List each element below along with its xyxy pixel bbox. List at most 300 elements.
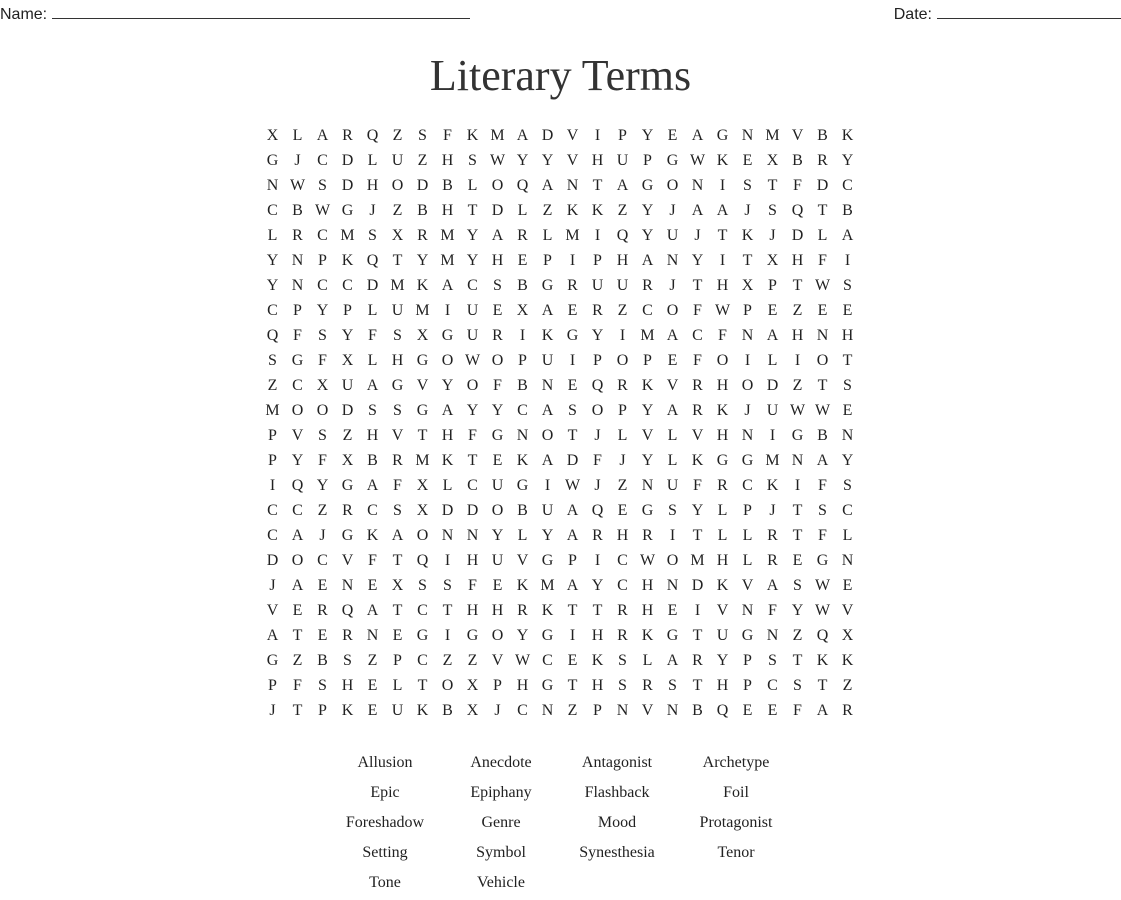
grid-letter[interactable]: R	[392, 452, 403, 469]
grid-letter[interactable]: K	[741, 227, 754, 244]
grid-letter[interactable]: H	[641, 577, 654, 594]
grid-letter[interactable]: T	[567, 602, 578, 619]
grid-letter[interactable]: J	[769, 227, 776, 244]
grid-letter[interactable]: Y	[591, 327, 604, 344]
grid-letter[interactable]: H	[466, 602, 479, 619]
grid-letter[interactable]: D	[816, 177, 829, 194]
grid-letter[interactable]: Y	[291, 452, 304, 469]
grid-letter[interactable]: P	[493, 677, 502, 694]
grid-letter[interactable]: H	[366, 427, 379, 444]
grid-letter[interactable]: K	[641, 627, 654, 644]
grid-letter[interactable]: G	[416, 627, 429, 644]
grid-letter[interactable]: K	[416, 702, 429, 719]
grid-letter[interactable]: T	[567, 427, 578, 444]
grid-letter[interactable]: X	[841, 627, 854, 644]
grid-letter[interactable]: X	[466, 677, 479, 694]
grid-letter[interactable]: N	[266, 177, 279, 194]
grid-letter[interactable]: O	[541, 427, 554, 444]
grid-letter[interactable]: R	[517, 227, 528, 244]
grid-letter[interactable]: L	[367, 352, 378, 369]
grid-letter[interactable]: N	[291, 277, 304, 294]
grid-letter[interactable]: A	[291, 527, 304, 544]
grid-letter[interactable]: W	[289, 177, 306, 194]
grid-letter[interactable]: J	[744, 202, 751, 219]
grid-letter[interactable]: F	[793, 702, 802, 719]
grid-letter[interactable]: K	[341, 252, 354, 269]
grid-letter[interactable]: A	[291, 577, 304, 594]
grid-letter[interactable]: I	[669, 527, 676, 544]
grid-letter[interactable]: Y	[316, 477, 329, 494]
grid-letter[interactable]: T	[417, 677, 428, 694]
grid-letter[interactable]: U	[541, 352, 554, 369]
grid-letter[interactable]: R	[767, 527, 778, 544]
grid-letter[interactable]: Y	[266, 277, 279, 294]
grid-letter[interactable]: R	[642, 677, 653, 694]
grid-letter[interactable]: C	[617, 577, 628, 594]
grid-letter[interactable]: T	[742, 252, 753, 269]
grid-letter[interactable]: R	[567, 277, 578, 294]
grid-letter[interactable]: A	[441, 402, 454, 419]
grid-letter[interactable]: F	[818, 527, 827, 544]
grid-letter[interactable]: Y	[541, 152, 554, 169]
grid-letter[interactable]: V	[341, 552, 354, 569]
grid-letter[interactable]: N	[666, 702, 679, 719]
grid-letter[interactable]: V	[391, 427, 404, 444]
grid-letter[interactable]: T	[392, 602, 403, 619]
grid-letter[interactable]: A	[666, 327, 679, 344]
grid-letter[interactable]: H	[716, 552, 729, 569]
grid-letter[interactable]: P	[393, 652, 402, 669]
grid-letter[interactable]: D	[441, 502, 454, 519]
grid-letter[interactable]: E	[317, 577, 328, 594]
grid-letter[interactable]: K	[816, 652, 829, 669]
grid-letter[interactable]: T	[792, 277, 803, 294]
grid-letter[interactable]: N	[791, 452, 804, 469]
grid-letter[interactable]: X	[341, 452, 354, 469]
grid-letter[interactable]: C	[317, 152, 328, 169]
grid-letter[interactable]: H	[591, 677, 604, 694]
grid-letter[interactable]: U	[716, 627, 729, 644]
grid-letter[interactable]: W	[789, 402, 806, 419]
grid-letter[interactable]: M	[690, 552, 705, 569]
grid-letter[interactable]: Y	[841, 452, 854, 469]
grid-letter[interactable]: G	[541, 627, 554, 644]
grid-letter[interactable]: Z	[542, 202, 553, 219]
grid-letter[interactable]: E	[817, 302, 828, 319]
grid-letter[interactable]: N	[666, 252, 679, 269]
grid-letter[interactable]: F	[718, 327, 727, 344]
grid-letter[interactable]: T	[292, 627, 303, 644]
grid-letter[interactable]: Y	[716, 652, 729, 669]
grid-letter[interactable]: L	[267, 227, 278, 244]
grid-letter[interactable]: X	[416, 502, 429, 519]
grid-letter[interactable]: C	[342, 277, 353, 294]
grid-letter[interactable]: H	[491, 252, 504, 269]
grid-letter[interactable]: H	[616, 252, 629, 269]
grid-letter[interactable]: N	[741, 427, 754, 444]
grid-letter[interactable]: O	[441, 352, 454, 369]
grid-letter[interactable]: V	[516, 552, 529, 569]
grid-letter[interactable]: N	[516, 427, 529, 444]
grid-letter[interactable]: T	[817, 677, 828, 694]
grid-letter[interactable]: S	[668, 502, 677, 519]
grid-letter[interactable]: X	[316, 377, 329, 394]
grid-letter[interactable]: L	[642, 652, 653, 669]
grid-letter[interactable]: F	[293, 677, 302, 694]
grid-letter[interactable]: S	[268, 352, 277, 369]
grid-letter[interactable]: K	[766, 477, 779, 494]
grid-letter[interactable]: K	[516, 577, 529, 594]
grid-letter[interactable]: G	[266, 652, 279, 669]
grid-letter[interactable]: Q	[816, 627, 829, 644]
grid-letter[interactable]: E	[567, 377, 578, 394]
grid-letter[interactable]: V	[741, 577, 754, 594]
grid-letter[interactable]: N	[741, 602, 754, 619]
grid-letter[interactable]: T	[767, 177, 778, 194]
grid-letter[interactable]: U	[391, 702, 404, 719]
grid-letter[interactable]: Y	[516, 627, 529, 644]
grid-letter[interactable]: O	[491, 352, 504, 369]
grid-letter[interactable]: N	[541, 702, 554, 719]
grid-letter[interactable]: T	[567, 677, 578, 694]
grid-letter[interactable]: D	[791, 227, 804, 244]
grid-letter[interactable]: E	[617, 502, 628, 519]
grid-letter[interactable]: J	[694, 227, 701, 244]
grid-letter[interactable]: H	[716, 677, 729, 694]
grid-letter[interactable]: W	[514, 652, 531, 669]
grid-letter[interactable]: P	[743, 302, 752, 319]
grid-letter[interactable]: M	[765, 127, 780, 144]
grid-letter[interactable]: W	[814, 277, 831, 294]
grid-letter[interactable]: M	[490, 127, 505, 144]
grid-letter[interactable]: H	[466, 552, 479, 569]
grid-letter[interactable]: I	[269, 477, 276, 494]
grid-letter[interactable]: K	[541, 602, 554, 619]
grid-letter[interactable]: D	[341, 177, 354, 194]
grid-letter[interactable]: L	[742, 527, 753, 544]
grid-letter[interactable]: B	[317, 652, 328, 669]
grid-letter[interactable]: I	[594, 552, 601, 569]
grid-letter[interactable]: V	[641, 702, 654, 719]
grid-letter[interactable]: A	[841, 227, 854, 244]
grid-letter[interactable]: R	[292, 227, 303, 244]
grid-letter[interactable]: I	[844, 252, 851, 269]
grid-letter[interactable]: I	[444, 627, 451, 644]
grid-letter[interactable]: L	[542, 227, 553, 244]
grid-letter[interactable]: K	[566, 202, 579, 219]
grid-letter[interactable]: J	[494, 702, 501, 719]
grid-letter[interactable]: T	[692, 277, 703, 294]
grid-letter[interactable]: L	[517, 527, 528, 544]
grid-letter[interactable]: S	[843, 277, 852, 294]
grid-letter[interactable]: Y	[316, 302, 329, 319]
grid-letter[interactable]: X	[466, 702, 479, 719]
grid-letter[interactable]: S	[368, 402, 377, 419]
grid-letter[interactable]: V	[841, 602, 854, 619]
grid-letter[interactable]: L	[367, 302, 378, 319]
grid-letter[interactable]: L	[842, 527, 853, 544]
grid-letter[interactable]: X	[266, 127, 279, 144]
grid-letter[interactable]: S	[768, 202, 777, 219]
grid-letter[interactable]: H	[491, 602, 504, 619]
grid-letter[interactable]: S	[418, 577, 427, 594]
grid-letter[interactable]: I	[719, 177, 726, 194]
grid-letter[interactable]: R	[592, 527, 603, 544]
grid-letter[interactable]: U	[391, 302, 404, 319]
grid-letter[interactable]: D	[566, 452, 579, 469]
grid-letter[interactable]: K	[716, 152, 729, 169]
grid-letter[interactable]: P	[593, 252, 602, 269]
grid-letter[interactable]: C	[367, 502, 378, 519]
grid-letter[interactable]: G	[566, 327, 579, 344]
grid-letter[interactable]: S	[768, 652, 777, 669]
grid-letter[interactable]: S	[318, 177, 327, 194]
grid-letter[interactable]: C	[617, 552, 628, 569]
grid-letter[interactable]: K	[516, 452, 529, 469]
grid-letter[interactable]: T	[692, 677, 703, 694]
grid-letter[interactable]: Q	[266, 327, 279, 344]
grid-letter[interactable]: R	[717, 477, 728, 494]
grid-letter[interactable]: C	[292, 377, 303, 394]
grid-letter[interactable]: Z	[367, 652, 378, 669]
grid-letter[interactable]: Y	[441, 377, 454, 394]
grid-letter[interactable]: U	[616, 152, 629, 169]
grid-letter[interactable]: T	[792, 502, 803, 519]
grid-letter[interactable]: P	[518, 352, 527, 369]
grid-letter[interactable]: D	[341, 402, 354, 419]
grid-letter[interactable]: K	[716, 402, 729, 419]
grid-letter[interactable]: C	[292, 502, 303, 519]
grid-letter[interactable]: H	[591, 627, 604, 644]
grid-letter[interactable]: R	[417, 227, 428, 244]
grid-letter[interactable]: O	[716, 352, 729, 369]
grid-letter[interactable]: K	[441, 452, 454, 469]
date-blank-line[interactable]	[937, 4, 1121, 19]
grid-letter[interactable]: Q	[366, 127, 379, 144]
grid-letter[interactable]: B	[442, 177, 453, 194]
grid-letter[interactable]: T	[792, 527, 803, 544]
grid-letter[interactable]: O	[666, 302, 679, 319]
grid-letter[interactable]: W	[814, 402, 831, 419]
grid-letter[interactable]: G	[416, 402, 429, 419]
grid-letter[interactable]: E	[492, 452, 503, 469]
grid-letter[interactable]: I	[594, 227, 601, 244]
grid-letter[interactable]: V	[666, 377, 679, 394]
grid-letter[interactable]: Y	[641, 227, 654, 244]
grid-letter[interactable]: C	[642, 302, 653, 319]
grid-letter[interactable]: K	[591, 202, 604, 219]
grid-letter[interactable]: O	[666, 552, 679, 569]
grid-letter[interactable]: G	[541, 552, 554, 569]
grid-letter[interactable]: A	[691, 127, 704, 144]
grid-letter[interactable]: N	[666, 577, 679, 594]
grid-letter[interactable]: B	[692, 702, 703, 719]
grid-letter[interactable]: M	[540, 577, 555, 594]
grid-letter[interactable]: J	[669, 277, 676, 294]
grid-letter[interactable]: N	[616, 702, 629, 719]
grid-letter[interactable]: T	[392, 252, 403, 269]
grid-letter[interactable]: F	[468, 427, 477, 444]
grid-letter[interactable]: E	[742, 702, 753, 719]
grid-letter[interactable]: G	[441, 327, 454, 344]
grid-letter[interactable]: S	[743, 177, 752, 194]
grid-letter[interactable]: V	[566, 127, 579, 144]
grid-letter[interactable]: Z	[842, 677, 853, 694]
grid-letter[interactable]: N	[441, 527, 454, 544]
grid-letter[interactable]: U	[616, 277, 629, 294]
grid-letter[interactable]: C	[767, 677, 778, 694]
grid-letter[interactable]: U	[466, 327, 479, 344]
grid-letter[interactable]: X	[516, 302, 529, 319]
grid-letter[interactable]: C	[267, 202, 278, 219]
grid-letter[interactable]: E	[392, 627, 403, 644]
grid-letter[interactable]: G	[716, 127, 729, 144]
grid-letter[interactable]: W	[689, 152, 706, 169]
grid-letter[interactable]: I	[569, 352, 576, 369]
grid-letter[interactable]: N	[641, 477, 654, 494]
grid-letter[interactable]: K	[416, 277, 429, 294]
grid-letter[interactable]: U	[766, 402, 779, 419]
grid-letter[interactable]: Q	[341, 602, 354, 619]
grid-letter[interactable]: P	[643, 352, 652, 369]
grid-letter[interactable]: E	[367, 577, 378, 594]
grid-letter[interactable]: B	[792, 152, 803, 169]
grid-letter[interactable]: P	[318, 702, 327, 719]
grid-letter[interactable]: A	[366, 602, 379, 619]
grid-letter[interactable]: A	[691, 202, 704, 219]
grid-letter[interactable]: O	[291, 402, 304, 419]
grid-letter[interactable]: F	[368, 327, 377, 344]
grid-letter[interactable]: Z	[317, 502, 328, 519]
name-blank-line[interactable]	[52, 4, 470, 19]
grid-letter[interactable]: W	[464, 352, 481, 369]
grid-letter[interactable]: E	[367, 677, 378, 694]
grid-letter[interactable]: B	[842, 202, 853, 219]
grid-letter[interactable]: X	[416, 477, 429, 494]
grid-letter[interactable]: S	[818, 502, 827, 519]
grid-letter[interactable]: L	[717, 527, 728, 544]
grid-letter[interactable]: O	[666, 177, 679, 194]
grid-letter[interactable]: L	[442, 477, 453, 494]
grid-letter[interactable]: S	[493, 277, 502, 294]
grid-letter[interactable]: J	[369, 202, 376, 219]
grid-letter[interactable]: T	[292, 702, 303, 719]
grid-letter[interactable]: I	[594, 127, 601, 144]
grid-letter[interactable]: G	[341, 477, 354, 494]
grid-letter[interactable]: Y	[641, 452, 654, 469]
grid-letter[interactable]: Y	[266, 252, 279, 269]
grid-letter[interactable]: R	[492, 327, 503, 344]
grid-letter[interactable]: D	[366, 277, 379, 294]
grid-letter[interactable]: L	[742, 552, 753, 569]
grid-letter[interactable]: T	[467, 202, 478, 219]
grid-letter[interactable]: C	[692, 327, 703, 344]
grid-letter[interactable]: M	[765, 452, 780, 469]
grid-letter[interactable]: X	[341, 352, 354, 369]
grid-letter[interactable]: K	[466, 127, 479, 144]
grid-letter[interactable]: V	[566, 152, 579, 169]
grid-letter[interactable]: S	[343, 652, 352, 669]
grid-letter[interactable]: E	[767, 702, 778, 719]
grid-letter[interactable]: Y	[641, 402, 654, 419]
grid-letter[interactable]: T	[817, 202, 828, 219]
grid-letter[interactable]: G	[641, 177, 654, 194]
grid-letter[interactable]: I	[619, 327, 626, 344]
grid-letter[interactable]: L	[667, 452, 678, 469]
grid-letter[interactable]: F	[693, 352, 702, 369]
grid-letter[interactable]: M	[565, 227, 580, 244]
grid-letter[interactable]: Y	[466, 252, 479, 269]
grid-letter[interactable]: P	[293, 302, 302, 319]
grid-letter[interactable]: L	[292, 127, 303, 144]
grid-letter[interactable]: T	[442, 602, 453, 619]
grid-letter[interactable]: T	[792, 652, 803, 669]
grid-letter[interactable]: G	[341, 202, 354, 219]
grid-letter[interactable]: M	[340, 227, 355, 244]
grid-letter[interactable]: L	[467, 177, 478, 194]
grid-letter[interactable]: E	[842, 402, 853, 419]
grid-letter[interactable]: E	[792, 552, 803, 569]
grid-letter[interactable]: J	[594, 427, 601, 444]
grid-letter[interactable]: U	[591, 277, 604, 294]
grid-letter[interactable]: C	[267, 302, 278, 319]
grid-letter[interactable]: Y	[516, 152, 529, 169]
grid-letter[interactable]: O	[316, 402, 329, 419]
grid-letter[interactable]: A	[816, 452, 829, 469]
grid-letter[interactable]: C	[317, 277, 328, 294]
grid-letter[interactable]: P	[593, 352, 602, 369]
grid-letter[interactable]: A	[391, 527, 404, 544]
grid-letter[interactable]: L	[367, 152, 378, 169]
grid-letter[interactable]: B	[292, 202, 303, 219]
grid-letter[interactable]: A	[766, 327, 779, 344]
grid-letter[interactable]: E	[842, 577, 853, 594]
grid-letter[interactable]: H	[841, 327, 854, 344]
grid-letter[interactable]: F	[693, 477, 702, 494]
grid-letter[interactable]: R	[617, 602, 628, 619]
grid-letter[interactable]: R	[342, 627, 353, 644]
grid-letter[interactable]: S	[393, 327, 402, 344]
grid-letter[interactable]: S	[318, 677, 327, 694]
grid-letter[interactable]: P	[343, 302, 352, 319]
grid-letter[interactable]: D	[541, 127, 554, 144]
grid-letter[interactable]: O	[816, 352, 829, 369]
grid-letter[interactable]: A	[566, 502, 579, 519]
grid-letter[interactable]: A	[641, 252, 654, 269]
grid-letter[interactable]: A	[516, 127, 529, 144]
grid-letter[interactable]: Z	[617, 302, 628, 319]
grid-letter[interactable]: L	[392, 677, 403, 694]
grid-letter[interactable]: T	[692, 627, 703, 644]
grid-letter[interactable]: G	[541, 277, 554, 294]
grid-letter[interactable]: E	[317, 627, 328, 644]
grid-letter[interactable]: H	[341, 677, 354, 694]
grid-letter[interactable]: T	[692, 527, 703, 544]
grid-letter[interactable]: S	[318, 327, 327, 344]
grid-letter[interactable]: Y	[691, 502, 704, 519]
grid-letter[interactable]: C	[517, 702, 528, 719]
grid-letter[interactable]: F	[793, 177, 802, 194]
grid-letter[interactable]: M	[265, 402, 280, 419]
grid-letter[interactable]: M	[440, 227, 455, 244]
grid-letter[interactable]: J	[769, 502, 776, 519]
grid-letter[interactable]: C	[517, 402, 528, 419]
grid-letter[interactable]: Z	[417, 152, 428, 169]
grid-letter[interactable]: Y	[541, 527, 554, 544]
grid-letter[interactable]: G	[816, 552, 829, 569]
grid-letter[interactable]: J	[319, 527, 326, 544]
grid-letter[interactable]: F	[443, 127, 452, 144]
